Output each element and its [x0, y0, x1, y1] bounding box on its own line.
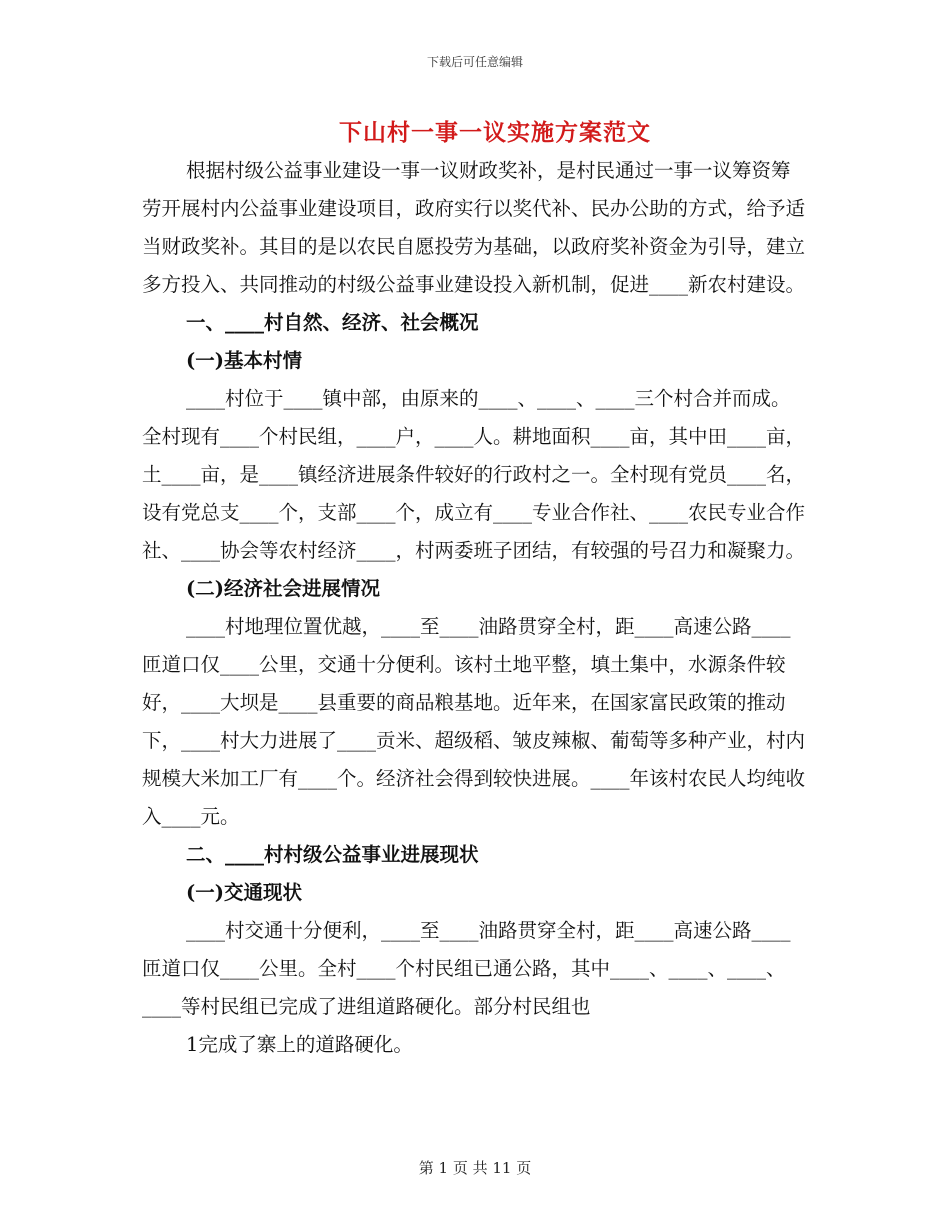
subsection-heading-1-1: (一)基本村情 [186, 349, 302, 372]
document-title: 下山村一事一议实施方案范文 [339, 119, 651, 146]
page-header-note: 下载后可任意编辑 [426, 55, 523, 69]
village-basic-paragraph: ____村位于____镇中部，由原来的____、____、____三个村合并而成。全村现有____个村民组，____户，____人。耕地面积____亩，其中田____亩，土____亩，是____镇经济进展条件较好的行政村之一。全村现有党员____名，设有党总支____个，支部____个，成立有____专业合作社、____农民专业合作社、____协会等农村经济____，村两委班子团结，有较强的号召力和凝聚力。 [142, 387, 806, 562]
document-body [142, 152, 808, 1064]
intro-paragraph: 根据村级公益事业建设一事一议财政奖补，是村民通过一事一议筹资筹劳开展村内公益事业建设项目，政府实行以奖代补、民办公助的方式，给予适当财政奖补。其目的是以农民自愿投劳为基础，以政府奖补资金为引导，建立多方投入、共同推动的村级公益事业建设投入新机制，促进____新农村建设。 [142, 159, 806, 296]
subsection-heading-1-2: (二)经济社会进展情况 [186, 577, 380, 600]
subsection-heading-2-1: (一)交通现状 [186, 881, 302, 904]
page-number: 第 1 页 共 11 页 [418, 1159, 532, 1177]
section-heading-2: 二、____村村级公益事业进展现状 [186, 843, 479, 866]
traffic-paragraph: ____村交通十分便利，____至____油路贯穿全村，距____高速公路____匝道口仅____公里。全村____个村民组已通公路，其中____、____、____、____等村民组已完成了进组道路硬化。部分村民组也 [142, 919, 791, 1018]
traffic-paragraph-continued: 1完成了寨上的道路硬化。 [186, 1033, 413, 1056]
section-heading-1: 一、____村自然、经济、社会概况 [186, 311, 479, 334]
economy-paragraph: ____村地理位置优越，____至____油路贯穿全村，距____高速公路____匝道口仅____公里，交通十分便利。该村土地平整，填土集中，水源条件较好，____大坝是____县重要的商品粮基地。近年来，在国家富民政策的推动下，____村大力进展了____贡米、超级稻、皱皮辣椒、葡萄等多种产业，村内规模大米加工厂有____个。经济社会得到较快进展。____年该村农民人均纯收入____元。 [142, 615, 806, 828]
